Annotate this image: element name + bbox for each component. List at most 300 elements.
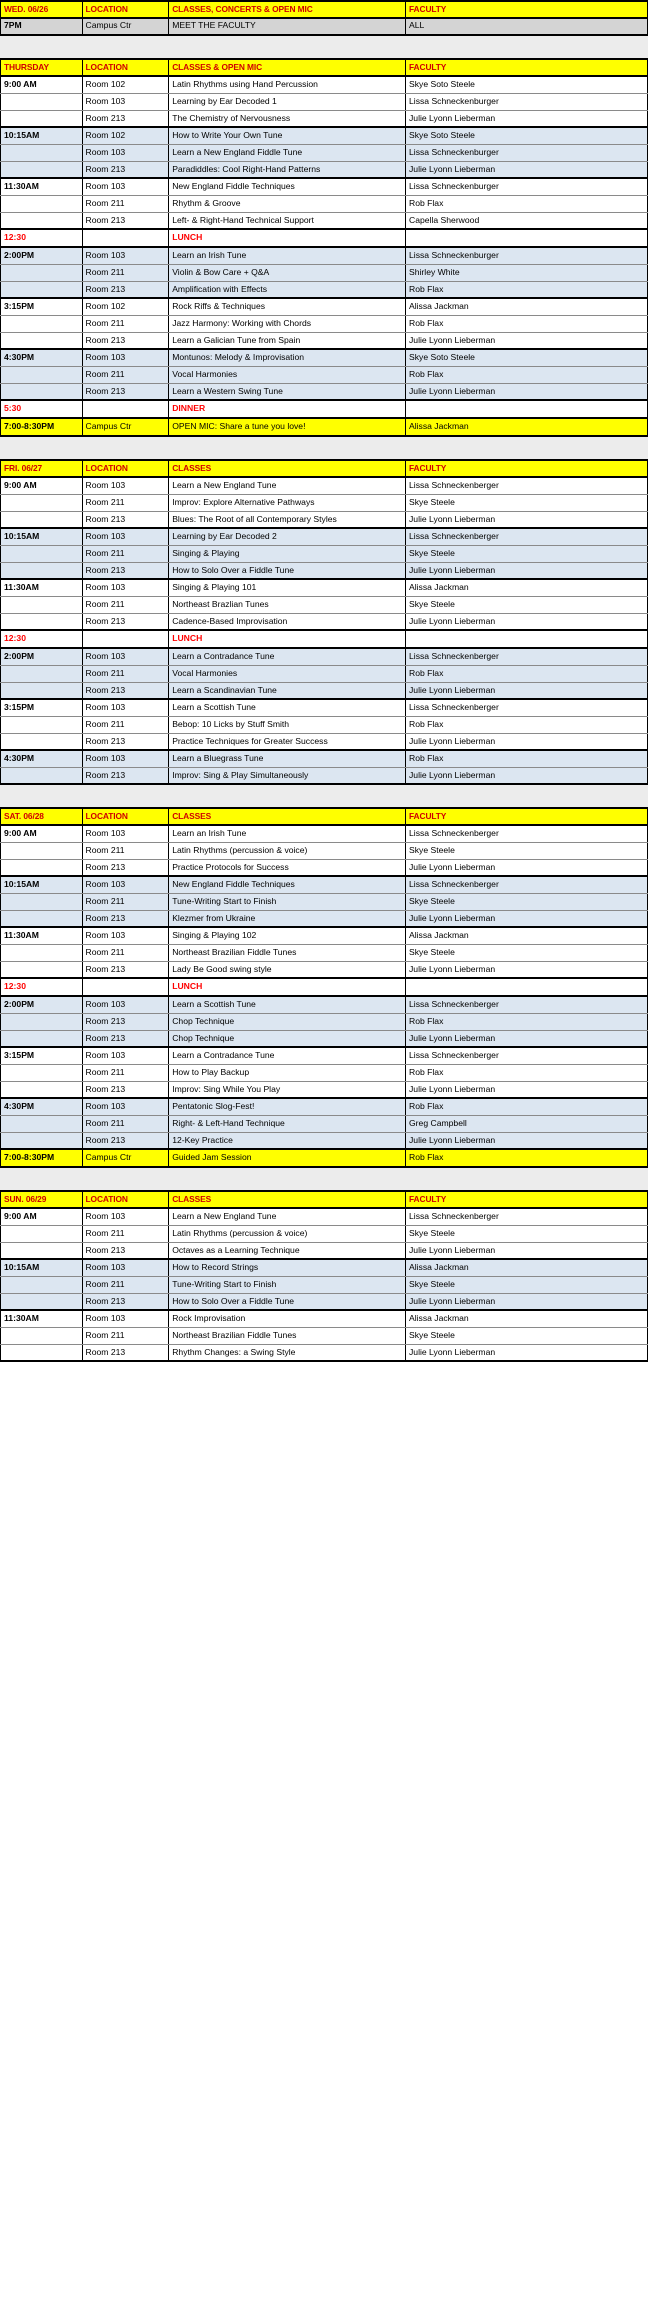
cell-location: Room 213 <box>82 383 169 400</box>
day-header-faculty: FACULTY <box>406 460 648 477</box>
cell-time: 10:15AM <box>1 127 83 144</box>
cell-class: New England Fiddle Techniques <box>169 876 406 893</box>
cell-location: Room 103 <box>82 349 169 366</box>
cell-class: How to Play Backup <box>169 1064 406 1081</box>
cell-faculty: Lissa Schneckenburger <box>406 144 648 161</box>
cell-faculty: Skye Steele <box>406 842 648 859</box>
table-row <box>1 613 648 630</box>
table-row <box>1 996 648 1013</box>
cell-class: New England Fiddle Techniques <box>169 178 406 195</box>
cell-faculty: Lissa Schneckenberger <box>406 1047 648 1064</box>
cell-faculty: Rob Flax <box>406 1098 648 1115</box>
cell-location: Room 211 <box>82 665 169 682</box>
cell-time <box>1 1013 83 1030</box>
cell-faculty: Lissa Schneckenburger <box>406 93 648 110</box>
cell-class: Guided Jam Session <box>169 1149 406 1167</box>
cell-location: Room 103 <box>82 1047 169 1064</box>
cell-time <box>1 1225 83 1242</box>
cell-time <box>1 1242 83 1259</box>
day-header-row <box>1 1191 648 1208</box>
cell-class: Learn a New England Fiddle Tune <box>169 144 406 161</box>
cell-time: 3:15PM <box>1 1047 83 1064</box>
table-row <box>1 1293 648 1310</box>
schedule-table-sun <box>0 1190 648 1362</box>
event-row <box>1 400 648 418</box>
cell-faculty: Julie Lyonn Lieberman <box>406 682 648 699</box>
cell-class: Montunos: Melody & Improvisation <box>169 349 406 366</box>
cell-class: Vocal Harmonies <box>169 366 406 383</box>
cell-location: Room 211 <box>82 366 169 383</box>
cell-time <box>1 1030 83 1047</box>
cell-time: 2:00PM <box>1 996 83 1013</box>
cell-faculty: Rob Flax <box>406 1064 648 1081</box>
table-row <box>1 1115 648 1132</box>
cell-faculty: Rob Flax <box>406 716 648 733</box>
day-header-date: SUN. 06/29 <box>1 1191 83 1208</box>
cell-faculty: Alissa Jackman <box>406 1259 648 1276</box>
table-row <box>1 596 648 613</box>
cell-time <box>1 281 83 298</box>
cell-location: Room 103 <box>82 699 169 716</box>
section-gap <box>0 36 648 58</box>
cell-location: Room 103 <box>82 825 169 842</box>
table-row <box>1 842 648 859</box>
cell-faculty: Julie Lyonn Lieberman <box>406 613 648 630</box>
day-header-location: LOCATION <box>82 808 169 825</box>
table-row <box>1 1259 648 1276</box>
cell-class: How to Solo Over a Fiddle Tune <box>169 1293 406 1310</box>
event-row <box>1 630 648 648</box>
cell-faculty: Skye Steele <box>406 596 648 613</box>
cell-time <box>1 893 83 910</box>
cell-faculty: Greg Campbell <box>406 1115 648 1132</box>
cell-faculty: Lissa Schneckenberger <box>406 648 648 665</box>
cell-class: Northeast Brazlian Tunes <box>169 596 406 613</box>
table-row <box>1 1242 648 1259</box>
cell-location: Room 211 <box>82 545 169 562</box>
cell-faculty: Skye Steele <box>406 1327 648 1344</box>
cell-faculty: Lissa Schneckenburger <box>406 247 648 264</box>
cell-time: 11:30AM <box>1 178 83 195</box>
cell-time: 9:00 AM <box>1 825 83 842</box>
day-header-location: LOCATION <box>82 1 169 18</box>
cell-time <box>1 1115 83 1132</box>
cell-time <box>1 1293 83 1310</box>
cell-location: Room 211 <box>82 264 169 281</box>
day-header-faculty: FACULTY <box>406 1 648 18</box>
cell-time <box>1 1132 83 1149</box>
cell-location: Room 103 <box>82 178 169 195</box>
cell-location: Room 213 <box>82 961 169 978</box>
cell-location: Room 211 <box>82 1064 169 1081</box>
table-row <box>1 161 648 178</box>
table-row <box>1 76 648 93</box>
cell-location: Room 211 <box>82 494 169 511</box>
section-gap <box>0 437 648 459</box>
schedule-table-sat <box>0 807 648 1168</box>
cell-class: Learn a Scottish Tune <box>169 699 406 716</box>
day-header-location: LOCATION <box>82 59 169 76</box>
event-row <box>1 1149 648 1167</box>
cell-faculty: Alissa Jackman <box>406 298 648 315</box>
cell-location: Room 213 <box>82 767 169 784</box>
table-row <box>1 1098 648 1115</box>
table-row <box>1 1030 648 1047</box>
cell-time <box>1 665 83 682</box>
cell-time <box>1 1081 83 1098</box>
cell-class: Singing & Playing <box>169 545 406 562</box>
cell-location: Room 102 <box>82 298 169 315</box>
cell-faculty: Lissa Schneckenberger <box>406 825 648 842</box>
cell-location: Room 211 <box>82 893 169 910</box>
cell-faculty: Skye Soto Steele <box>406 76 648 93</box>
cell-class: The Chemistry of Nervousness <box>169 110 406 127</box>
cell-location: Room 213 <box>82 212 169 229</box>
day-header-date: WED. 06/26 <box>1 1 83 18</box>
cell-class: 12-Key Practice <box>169 1132 406 1149</box>
cell-location: Room 103 <box>82 750 169 767</box>
schedule-table-thu <box>0 58 648 437</box>
day-header-faculty: FACULTY <box>406 1191 648 1208</box>
cell-time: 7:00-8:30PM <box>1 418 83 436</box>
cell-location <box>82 630 169 648</box>
cell-location: Room 211 <box>82 195 169 212</box>
cell-location: Room 213 <box>82 511 169 528</box>
cell-time <box>1 212 83 229</box>
cell-class: Rhythm Changes: a Swing Style <box>169 1344 406 1361</box>
cell-time <box>1 944 83 961</box>
cell-location: Room 102 <box>82 76 169 93</box>
cell-class: MEET THE FACULTY <box>169 18 406 35</box>
table-row <box>1 110 648 127</box>
table-row <box>1 767 648 784</box>
cell-location: Room 103 <box>82 93 169 110</box>
table-row <box>1 961 648 978</box>
cell-time: 9:00 AM <box>1 76 83 93</box>
event-row <box>1 229 648 247</box>
cell-time <box>1 332 83 349</box>
cell-location: Room 211 <box>82 596 169 613</box>
cell-location: Campus Ctr <box>82 1149 169 1167</box>
cell-location: Room 213 <box>82 1242 169 1259</box>
cell-location: Room 213 <box>82 1132 169 1149</box>
cell-class: Singing & Playing 101 <box>169 579 406 596</box>
cell-faculty: Rob Flax <box>406 315 648 332</box>
cell-time: 12:30 <box>1 229 83 247</box>
cell-class: LUNCH <box>169 630 406 648</box>
day-header-classes: CLASSES, CONCERTS & OPEN MIC <box>169 1 406 18</box>
cell-faculty: Julie Lyonn Lieberman <box>406 859 648 876</box>
cell-class: Paradiddles: Cool Right-Hand Patterns <box>169 161 406 178</box>
cell-time <box>1 767 83 784</box>
table-row <box>1 332 648 349</box>
cell-faculty: Julie Lyonn Lieberman <box>406 961 648 978</box>
cell-time <box>1 511 83 528</box>
cell-faculty: Alissa Jackman <box>406 418 648 436</box>
table-row <box>1 1276 648 1293</box>
cell-class: Singing & Playing 102 <box>169 927 406 944</box>
day-header-row <box>1 59 648 76</box>
cell-location: Room 211 <box>82 1225 169 1242</box>
cell-faculty: Skye Steele <box>406 944 648 961</box>
cell-class: Rock Improvisation <box>169 1310 406 1327</box>
cell-class: Learn a Scottish Tune <box>169 996 406 1013</box>
cell-location: Room 103 <box>82 1259 169 1276</box>
table-row <box>1 682 648 699</box>
cell-location: Campus Ctr <box>82 18 169 35</box>
cell-class: Latin Rhythms (percussion & voice) <box>169 1225 406 1242</box>
cell-faculty: Julie Lyonn Lieberman <box>406 1132 648 1149</box>
cell-faculty: Alissa Jackman <box>406 927 648 944</box>
cell-location: Room 103 <box>82 927 169 944</box>
day-header-location: LOCATION <box>82 460 169 477</box>
cell-time <box>1 1276 83 1293</box>
cell-location: Room 213 <box>82 110 169 127</box>
cell-time <box>1 733 83 750</box>
table-row <box>1 699 648 716</box>
cell-time <box>1 264 83 281</box>
cell-faculty: Julie Lyonn Lieberman <box>406 110 648 127</box>
table-row <box>1 1225 648 1242</box>
cell-location: Room 213 <box>82 1293 169 1310</box>
table-row <box>1 1047 648 1064</box>
cell-faculty: Skye Steele <box>406 545 648 562</box>
cell-location: Room 213 <box>82 1013 169 1030</box>
cell-location: Room 103 <box>82 1310 169 1327</box>
cell-faculty: Rob Flax <box>406 195 648 212</box>
table-row <box>1 750 648 767</box>
table-row <box>1 264 648 281</box>
cell-faculty <box>406 229 648 247</box>
cell-faculty: Rob Flax <box>406 1013 648 1030</box>
cell-class: Learning by Ear Decoded 1 <box>169 93 406 110</box>
cell-time: 10:15AM <box>1 528 83 545</box>
event-row <box>1 18 648 35</box>
cell-class: Rhythm & Groove <box>169 195 406 212</box>
cell-time <box>1 910 83 927</box>
cell-time <box>1 195 83 212</box>
cell-class: Latin Rhythms using Hand Percussion <box>169 76 406 93</box>
cell-location: Room 213 <box>82 1030 169 1047</box>
cell-location: Room 213 <box>82 859 169 876</box>
cell-time: 11:30AM <box>1 1310 83 1327</box>
cell-time <box>1 961 83 978</box>
day-header-date: THURSDAY <box>1 59 83 76</box>
cell-class: Learn a Bluegrass Tune <box>169 750 406 767</box>
cell-location: Room 213 <box>82 281 169 298</box>
table-row <box>1 247 648 264</box>
cell-location: Room 213 <box>82 562 169 579</box>
cell-faculty: Rob Flax <box>406 366 648 383</box>
cell-time: 2:00PM <box>1 247 83 264</box>
cell-location: Room 213 <box>82 161 169 178</box>
cell-location: Campus Ctr <box>82 418 169 436</box>
cell-faculty: Julie Lyonn Lieberman <box>406 562 648 579</box>
table-row <box>1 893 648 910</box>
cell-location: Room 102 <box>82 127 169 144</box>
cell-class: Chop Technique <box>169 1013 406 1030</box>
cell-class: Learn an Irish Tune <box>169 825 406 842</box>
cell-class: Tune-Writing Start to Finish <box>169 1276 406 1293</box>
cell-class: Learn an Irish Tune <box>169 247 406 264</box>
table-row <box>1 144 648 161</box>
cell-location: Room 213 <box>82 682 169 699</box>
cell-faculty: Julie Lyonn Lieberman <box>406 383 648 400</box>
cell-class: Learning by Ear Decoded 2 <box>169 528 406 545</box>
cell-faculty: Julie Lyonn Lieberman <box>406 733 648 750</box>
cell-faculty: Julie Lyonn Lieberman <box>406 767 648 784</box>
cell-class: How to Write Your Own Tune <box>169 127 406 144</box>
cell-time <box>1 716 83 733</box>
cell-class: Learn a Contradance Tune <box>169 648 406 665</box>
cell-class: Practice Techniques for Greater Success <box>169 733 406 750</box>
cell-location <box>82 400 169 418</box>
cell-class: Rock Riffs & Techniques <box>169 298 406 315</box>
cell-time <box>1 144 83 161</box>
cell-faculty: Shirley White <box>406 264 648 281</box>
table-row <box>1 349 648 366</box>
cell-time <box>1 1344 83 1361</box>
cell-location: Room 213 <box>82 1344 169 1361</box>
cell-faculty: Julie Lyonn Lieberman <box>406 1030 648 1047</box>
table-row <box>1 927 648 944</box>
cell-class: How to Record Strings <box>169 1259 406 1276</box>
table-row <box>1 1013 648 1030</box>
cell-location: Room 213 <box>82 733 169 750</box>
cell-location: Room 103 <box>82 528 169 545</box>
cell-time: 3:15PM <box>1 699 83 716</box>
cell-location: Room 211 <box>82 842 169 859</box>
day-header-date: FRI. 06/27 <box>1 460 83 477</box>
cell-time <box>1 366 83 383</box>
cell-class: Learn a Scandinavian Tune <box>169 682 406 699</box>
cell-class: Practice Protocols for Success <box>169 859 406 876</box>
cell-faculty: Skye Steele <box>406 1225 648 1242</box>
cell-faculty: Julie Lyonn Lieberman <box>406 1242 648 1259</box>
schedule-table-wed <box>0 0 648 36</box>
cell-faculty: Julie Lyonn Lieberman <box>406 161 648 178</box>
table-row <box>1 366 648 383</box>
cell-time <box>1 161 83 178</box>
cell-time: 7:00-8:30PM <box>1 1149 83 1167</box>
cell-class: Northeast Brazilian Fiddle Tunes <box>169 944 406 961</box>
cell-location: Room 103 <box>82 648 169 665</box>
table-row <box>1 212 648 229</box>
day-header-row <box>1 460 648 477</box>
cell-faculty: Skye Steele <box>406 1276 648 1293</box>
cell-location: Room 103 <box>82 1208 169 1225</box>
cell-location: Room 211 <box>82 1115 169 1132</box>
cell-time: 10:15AM <box>1 1259 83 1276</box>
cell-time: 7PM <box>1 18 83 35</box>
cell-class: LUNCH <box>169 229 406 247</box>
table-row <box>1 910 648 927</box>
cell-time <box>1 859 83 876</box>
table-row <box>1 1310 648 1327</box>
cell-location: Room 213 <box>82 910 169 927</box>
cell-time <box>1 682 83 699</box>
cell-time: 9:00 AM <box>1 1208 83 1225</box>
cell-time <box>1 545 83 562</box>
day-header-row <box>1 1 648 18</box>
schedule-table-fri <box>0 459 648 785</box>
cell-class: Learn a New England Tune <box>169 477 406 494</box>
table-row <box>1 716 648 733</box>
table-row <box>1 665 648 682</box>
cell-class: Lady Be Good swing style <box>169 961 406 978</box>
cell-class: Improv: Explore Alternative Pathways <box>169 494 406 511</box>
cell-faculty: Alissa Jackman <box>406 579 648 596</box>
day-header-row <box>1 808 648 825</box>
cell-faculty <box>406 978 648 996</box>
cell-time: 11:30AM <box>1 927 83 944</box>
cell-class: DINNER <box>169 400 406 418</box>
cell-faculty: Skye Soto Steele <box>406 127 648 144</box>
day-header-classes: CLASSES <box>169 1191 406 1208</box>
table-row <box>1 127 648 144</box>
cell-time: 4:30PM <box>1 349 83 366</box>
table-row <box>1 825 648 842</box>
cell-time <box>1 613 83 630</box>
day-header-faculty: FACULTY <box>406 59 648 76</box>
cell-class: Learn a New England Tune <box>169 1208 406 1225</box>
cell-faculty: Skye Steele <box>406 494 648 511</box>
cell-location: Room 103 <box>82 477 169 494</box>
cell-faculty <box>406 400 648 418</box>
cell-faculty: Alissa Jackman <box>406 1310 648 1327</box>
table-row <box>1 1064 648 1081</box>
table-row <box>1 545 648 562</box>
section-gap <box>0 1168 648 1190</box>
cell-class: Pentatonic Slog-Fest! <box>169 1098 406 1115</box>
cell-time <box>1 1327 83 1344</box>
day-header-classes: CLASSES & OPEN MIC <box>169 59 406 76</box>
cell-class: Improv: Sing & Play Simultaneously <box>169 767 406 784</box>
cell-time: 11:30AM <box>1 579 83 596</box>
cell-faculty: Julie Lyonn Lieberman <box>406 511 648 528</box>
cell-location: Room 211 <box>82 944 169 961</box>
cell-time: 10:15AM <box>1 876 83 893</box>
table-row <box>1 876 648 893</box>
table-row <box>1 511 648 528</box>
cell-time <box>1 110 83 127</box>
cell-faculty: ALL <box>406 18 648 35</box>
cell-faculty: Capella Sherwood <box>406 212 648 229</box>
cell-time: 12:30 <box>1 630 83 648</box>
event-row <box>1 978 648 996</box>
cell-faculty <box>406 630 648 648</box>
cell-class: OPEN MIC: Share a tune you love! <box>169 418 406 436</box>
cell-faculty: Rob Flax <box>406 665 648 682</box>
table-row <box>1 562 648 579</box>
cell-class: Octaves as a Learning Technique <box>169 1242 406 1259</box>
cell-location: Room 103 <box>82 247 169 264</box>
cell-time <box>1 383 83 400</box>
cell-faculty: Lissa Schneckenberger <box>406 996 648 1013</box>
cell-faculty: Julie Lyonn Lieberman <box>406 1293 648 1310</box>
day-header-faculty: FACULTY <box>406 808 648 825</box>
cell-location: Room 103 <box>82 996 169 1013</box>
day-header-classes: CLASSES <box>169 460 406 477</box>
cell-time <box>1 842 83 859</box>
cell-location <box>82 978 169 996</box>
cell-time: 5:30 <box>1 400 83 418</box>
cell-class: Learn a Contradance Tune <box>169 1047 406 1064</box>
cell-time <box>1 1064 83 1081</box>
table-row <box>1 944 648 961</box>
cell-class: Amplification with Effects <box>169 281 406 298</box>
cell-class: Klezmer from Ukraine <box>169 910 406 927</box>
